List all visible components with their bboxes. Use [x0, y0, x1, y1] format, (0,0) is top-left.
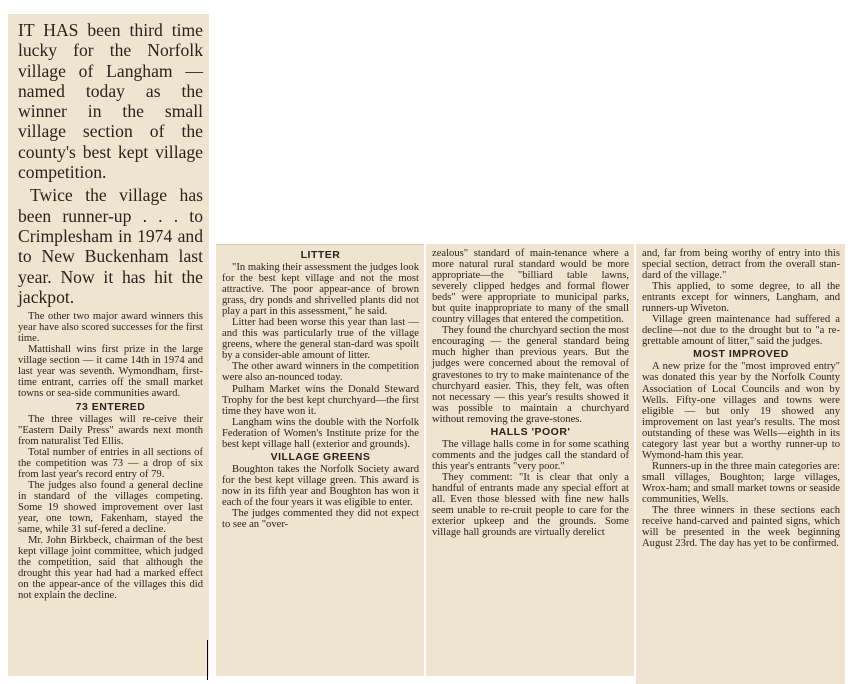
body-paragraph: The judges commented they did not expect to see an "over-	[222, 507, 419, 531]
column-divider	[207, 640, 208, 680]
clipping-column-1	[8, 14, 209, 676]
body-paragraph: and, far from being worthy of entry into this special section, detract from the overall stan-dard of the village."	[642, 248, 840, 282]
subheading-halls-poor: HALLS 'POOR'	[490, 425, 571, 438]
body-paragraph: They comment: "It is clear that only a handful of entrants made any special effort at all. Even those blessed with fine new halls seem unable to re-cruit people to care for the exterior upkeep and the grounds. Some village hall grounds are virtually derelict	[432, 471, 629, 539]
body-paragraph: Village green maintenance had suffered a decline—not due to the drought but to "a re-grettable amount of litter," said the judges.	[642, 314, 840, 348]
body-paragraph: The three winners in these sections each receive hand-carved and painted signs, which will be presented in the week beginning August 23rd. The day has yet to be confirmed.	[642, 505, 840, 550]
body-paragraph: The judges also found a general decline in standard of the villages competing. Some 19 showed improvement over last year, one town, Fakenham, stayed the same, while 31 suf-fered a decline.	[18, 479, 203, 535]
clipping-column-3	[426, 244, 634, 676]
clipping-column-4	[636, 244, 845, 684]
body-paragraph: Boughton takes the Norfolk Society award for the best kept village green. This award is now in its fifth year and Boughton has won it each of the four years it was eligible to enter.	[222, 463, 419, 508]
body-paragraph: A new prize for the "most improved entry" was donated this year by the Norfolk County Association of Local Councils and won by Wells. Fifty-one villages and towns were eligible — but only 19 showed any improvement on last year's results. The most outstanding of these was Wells—eighth in its category last year but a worthy runner-up to Wymond-ham this year.	[642, 361, 840, 461]
body-paragraph: They found the churchyard section the most encouraging — the general standard being much higher than previous years. But the judges were concerned about the removal of gravestones to try to make maintenance of the churchyard easier. This, they felt, was often not necessary — this year's results showed it was possible to maintain a churchyard without removing the grave-stones.	[432, 325, 629, 425]
subheading-73-entered: 73 ENTERED	[75, 400, 146, 413]
body-paragraph: The three villages will re-ceive their "Eastern Daily Press" awards next month from naturalist Ted Ellis.	[18, 413, 203, 447]
body-paragraph: Mr. John Birkbeck, chairman of the best kept village joint committee, which judged the competition, said that although the drought this year had had a marked effect on the appear-ance of the villages this did not explain the decline.	[18, 535, 203, 602]
subheading-litter: LITTER	[300, 249, 341, 261]
body-paragraph: Total number of entries in all sections of the competition was 73 — a drop of six from last year's record entry of 79.	[18, 446, 203, 480]
body-paragraph: Mattishall wins first prize in the large village section — it came 14th in 1974 and last year was seventh. Wymondham, first-time entrant, carries off the small market towns or sea-side communities award.	[18, 344, 203, 400]
subheading-village-greens: VILLAGE GREENS	[270, 450, 371, 463]
body-paragraph: "In making their assessment the judges look for the best kept village and not the most attractive. The poor appear-ance of brown grass, dry ponds and shrivelled plants did not play a part in this assessment," he said.	[222, 262, 419, 318]
body-paragraph: Langham wins the double with the Norfolk Federation of Women's Institute prize for the best kept village hall (exterior and grounds).	[222, 416, 419, 450]
lead-paragraph-1: IT HAS been third time lucky for the Norfolk village of Langham — named today as the winner in the small village section of the county's best kept village competition.	[18, 20, 203, 183]
body-paragraph: The other award winners in the competition were also an-nounced today.	[222, 361, 419, 384]
body-paragraph: The village halls come in for some scathing comments and the judges call the standard of this year's entrants "very poor."	[432, 438, 629, 472]
clipping-column-2	[216, 244, 424, 676]
body-paragraph: Litter had been worse this year than last — and this was particularly true of the village greens, where the general stan-dard was spoilt by a consider-able amount of litter.	[222, 317, 419, 362]
lead-paragraph-2: Twice the village has been runner-up . . . to Crimplesham in 1974 and to New Buckenham last year. Now it has hit the jackpot.	[18, 185, 203, 307]
fold-line	[216, 244, 424, 245]
body-paragraph: The other two major award winners this year have also scored successes for the first time.	[18, 311, 203, 345]
body-paragraph: zealous" standard of main-tenance where a more natural rural standard would be more appropriate—the "billiard table lawns, severely clipped hedges and formal flower beds" were appropriate to municipal parks, but quite inappropriate to many of the small country villages that entered the competition.	[432, 248, 629, 326]
subheading-most-improved: MOST IMPROVED	[693, 348, 789, 361]
body-paragraph: Pulham Market wins the Donald Steward Trophy for the best kept churchyard—the first time they have won it.	[222, 383, 419, 417]
body-paragraph: Runners-up in the three main categories are: small villages, Boughton; large villages, Wrox-ham; and small market towns or seaside communities, Wells.	[642, 460, 840, 505]
body-paragraph: This applied, to some degree, to all the entrants except for winners, Langham, and runners-up Wiveton.	[642, 281, 840, 315]
